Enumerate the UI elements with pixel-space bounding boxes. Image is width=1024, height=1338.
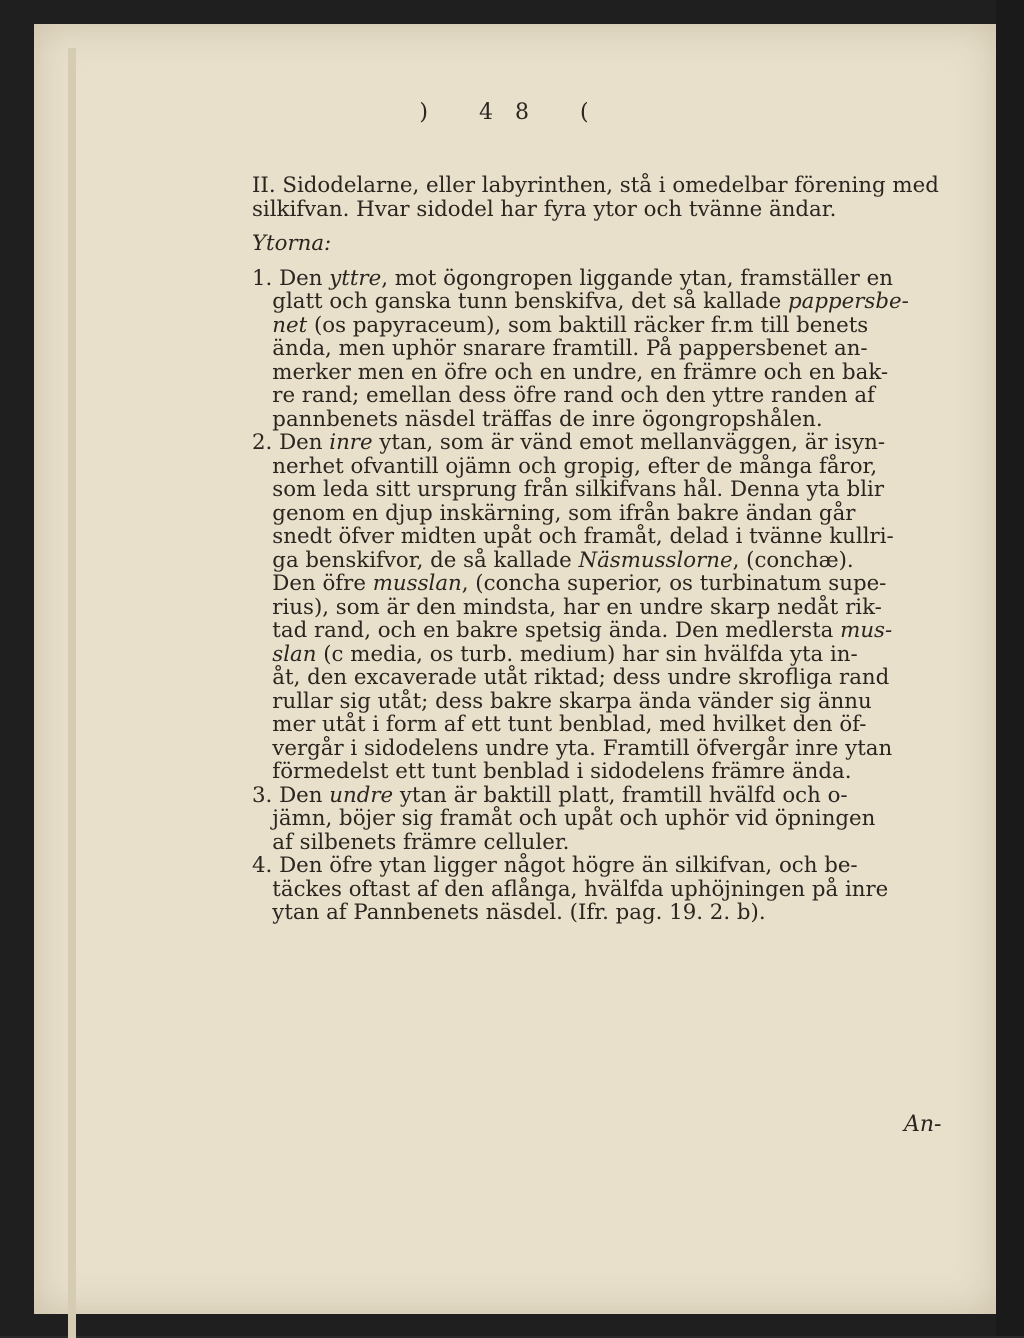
text-run: II. Sidodelarne, eller labyrinthen, stå i omedelbar förening med [252, 173, 939, 198]
italic-term: Näsmusslorne [578, 547, 733, 573]
text-line [252, 643, 958, 667]
text-line [252, 690, 958, 714]
text-line [252, 666, 958, 690]
text-line [252, 198, 958, 222]
text-run: ytan af Pannbenets näsdel. (Ifr. pag. 19. 2. b). [252, 900, 766, 925]
text-line [252, 455, 958, 479]
text-run: (os papyraceum), som baktill räcker fr.m till benets [307, 312, 869, 338]
text-line [252, 596, 958, 620]
text-run: vergår i sidodelens undre yta. Framtill öfvergår inre ytan [252, 735, 893, 761]
italic-term: inre [329, 430, 373, 455]
text-line [252, 713, 958, 737]
text-run: ytan, som är vänd emot mellanväggen, är isyn- [372, 430, 886, 455]
text-line [252, 831, 958, 855]
text-run: silkifvan. Hvar sidodel har fyra ytor och tvänne ändar. [252, 196, 837, 222]
text-run: ga benskifvor, de så kallade [252, 547, 579, 573]
text-line [252, 760, 958, 784]
text-run: rius), som är den mindsta, har en undre skarp nedåt rik- [252, 594, 882, 620]
text-line [252, 878, 958, 902]
text-line [252, 619, 958, 643]
text-run: (c media, os turb. medium) har sin hvälfda yta in- [316, 641, 858, 667]
text-run: 3. Den [252, 782, 330, 808]
text-line [252, 314, 958, 338]
text-run: merker men en öfre och en undre, en främre och en bak- [252, 359, 889, 385]
text-line [252, 572, 958, 596]
text-line [252, 384, 958, 408]
text-line [252, 525, 958, 549]
italic-term: net [252, 312, 308, 338]
text-line [252, 337, 958, 361]
text-line [252, 431, 958, 455]
italic-term: yttre [329, 265, 382, 291]
text-run: snedt öfver midten upåt och framåt, delad i tvänne kullri- [252, 524, 894, 549]
text-line [252, 502, 958, 526]
text-line [252, 784, 958, 808]
book-page [34, 24, 996, 1314]
text-line [252, 232, 958, 256]
text-run: re rand; emellan dess öfre rand och den yttre randen af [252, 383, 875, 408]
italic-term: musslan [372, 571, 462, 596]
text-line [252, 807, 958, 831]
text-run: ytan är baktill platt, framtill hvälfd och o- [393, 782, 848, 808]
paragraph-gap [252, 221, 958, 232]
italic-term: slan [252, 641, 317, 667]
text-line [252, 408, 958, 432]
text-line [252, 854, 958, 878]
italic-term: mus- [840, 618, 893, 643]
text-run: rullar sig utåt; dess bakre skarpa ända vänder sig ännu [252, 688, 872, 714]
body-text [252, 174, 958, 925]
text-line [252, 290, 958, 314]
page-gutter [68, 48, 76, 1338]
text-run: 4. Den öfre ytan ligger något högre än silkifvan, och be- [252, 853, 858, 878]
text-line [252, 174, 958, 198]
text-run: glatt och ganska tunn benskifva, det så kallade [252, 289, 789, 314]
text-run: 1. Den [252, 265, 330, 291]
text-line [252, 361, 958, 385]
text-run: som leda sitt ursprung från silkifvans hål. Denna yta blir [252, 477, 885, 502]
text-line [252, 901, 958, 925]
text-line [252, 549, 958, 573]
text-run: , mot ögongropen liggande ytan, framställer en [381, 265, 893, 291]
text-run: tad rand, och en bakre spetsig ända. Den medlersta [252, 618, 841, 643]
text-run: förmedelst ett tunt benblad i sidodelens främre ända. [252, 759, 852, 784]
text-run: mer utåt i form af ett tunt benblad, med hvilket den öf- [252, 712, 867, 737]
text-run: jämn, böjer sig framåt och upåt och uphör vid öpningen [252, 806, 876, 831]
italic-term: undre [329, 782, 394, 808]
italic-term: pappersbe- [788, 289, 909, 314]
text-run: åt, den excaverade utåt riktad; dess undre skrofliga rand [252, 665, 890, 690]
text-run: pannbenets näsdel träffas de inre ögongropshålen. [252, 406, 823, 432]
italic-term: Ytorna: [252, 231, 332, 256]
text-run: 2. Den [252, 430, 330, 455]
text-line [252, 737, 958, 761]
text-run: af silbenets främre celluler. [252, 829, 570, 855]
text-line [252, 478, 958, 502]
next-page-edge [996, 0, 1024, 1336]
text-run: , (concha superior, os turbinatum supe- [461, 571, 887, 596]
text-run: ända, men uphör snarare framtill. På pappersbenet an- [252, 336, 868, 361]
text-run: , (conchæ). [732, 547, 854, 573]
text-run: Den öfre [252, 571, 373, 596]
page-header: ) 48 ( [419, 100, 611, 125]
text-run: täckes oftast af den aflånga, hvälfda uphöjningen på inre [252, 876, 889, 902]
text-line [252, 267, 958, 291]
text-run: nerhet ofvantill ojämn och gropig, efter de många fåror, [252, 453, 878, 479]
text-run: genom en djup inskärning, som ifrån bakre ändan går [252, 500, 856, 526]
catchword: An- [904, 1112, 942, 1137]
